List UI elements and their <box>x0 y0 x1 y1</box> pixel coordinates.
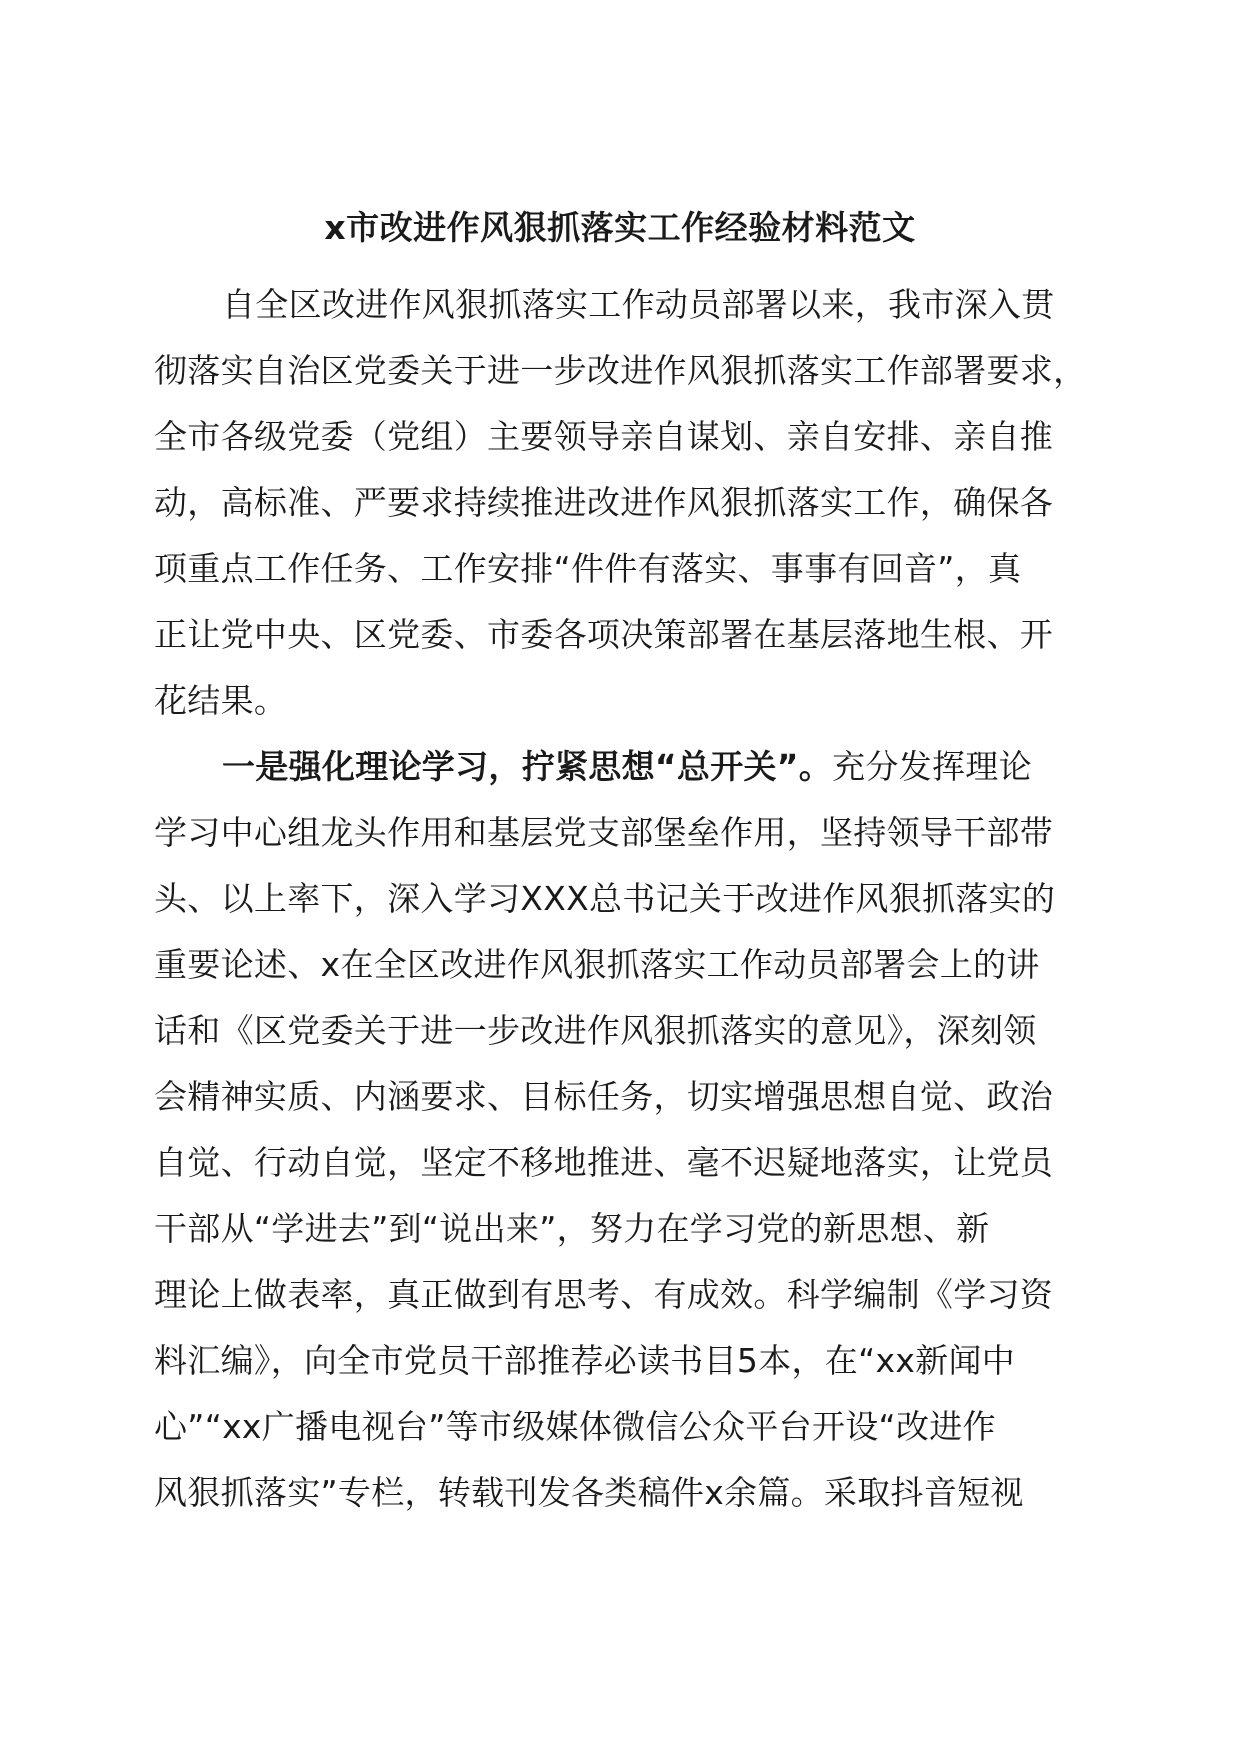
text-line: 彻落实自治区党委关于进一步改进作风狠抓落实工作部署要求， <box>154 351 1087 390</box>
paragraph-intro <box>154 272 1094 734</box>
text-line: 项重点工作任务、工作安排“件件有落实、事事有回音”，真 <box>154 549 1022 588</box>
text-line: 自觉、行动自觉，坚定不移地推进、毫不迟疑地落实，让党员 <box>154 1143 1054 1182</box>
section-heading: 一是强化理论学习，拧紧思想“总开关”。 <box>222 747 833 786</box>
text-line: 料汇编》，向全市党员干部推荐必读书目5本，在“xx新闻中 <box>154 1341 1016 1380</box>
text-line: 干部从“学进去”到“说出来”，努力在学习党的新思想、新 <box>154 1209 990 1248</box>
text-line: 花结果。 <box>154 681 288 720</box>
text-line <box>154 734 1094 800</box>
text-line: 动，高标准、严要求持续推进改进作风狠抓落实工作，确保各 <box>154 483 1054 522</box>
text-line: 风狠抓落实”专栏，转载刊发各类稿件x余篇。采取抖音短视 <box>154 1473 1024 1512</box>
paragraph-theory-study <box>154 734 1094 1526</box>
text-line: 理论上做表率，真正做到有思考、有成效。科学编制《学习资 <box>154 1275 1054 1314</box>
text-line: 心”“xx广播电视台”等市级媒体微信公众平台开设“改进作 <box>154 1407 996 1446</box>
text-line: 会精神实质、内涵要求、目标任务，切实增强思想自觉、政治 <box>154 1077 1054 1116</box>
text-line: 全市各级党委（党组）主要领导亲自谋划、亲自安排、亲自推 <box>154 417 1054 456</box>
text-run: 充分发挥理论 <box>832 747 1032 786</box>
text-line: 重要论述、x在全区改进作风狠抓落实工作动员部署会上的讲 <box>154 945 1040 984</box>
document-title: x市改进作风狠抓落实工作经验材料范文 <box>324 208 916 247</box>
text-line: 头、以上率下，深入学习XXX总书记关于改进作风狠抓落实的 <box>154 879 1056 918</box>
text-line: 自全区改进作风狠抓落实工作动员部署以来，我市深入贯 <box>222 285 1055 324</box>
text-line: 正让党中央、区党委、市委各项决策部署在基层落地生根、开 <box>154 615 1054 654</box>
text-line: 学习中心组龙头作用和基层党支部堡垒作用，坚持领导干部带 <box>154 813 1054 852</box>
document-body <box>154 272 1094 1526</box>
text-line: 话和《区党委关于进一步改进作风狠抓落实的意见》，深刻领 <box>154 1011 1037 1050</box>
